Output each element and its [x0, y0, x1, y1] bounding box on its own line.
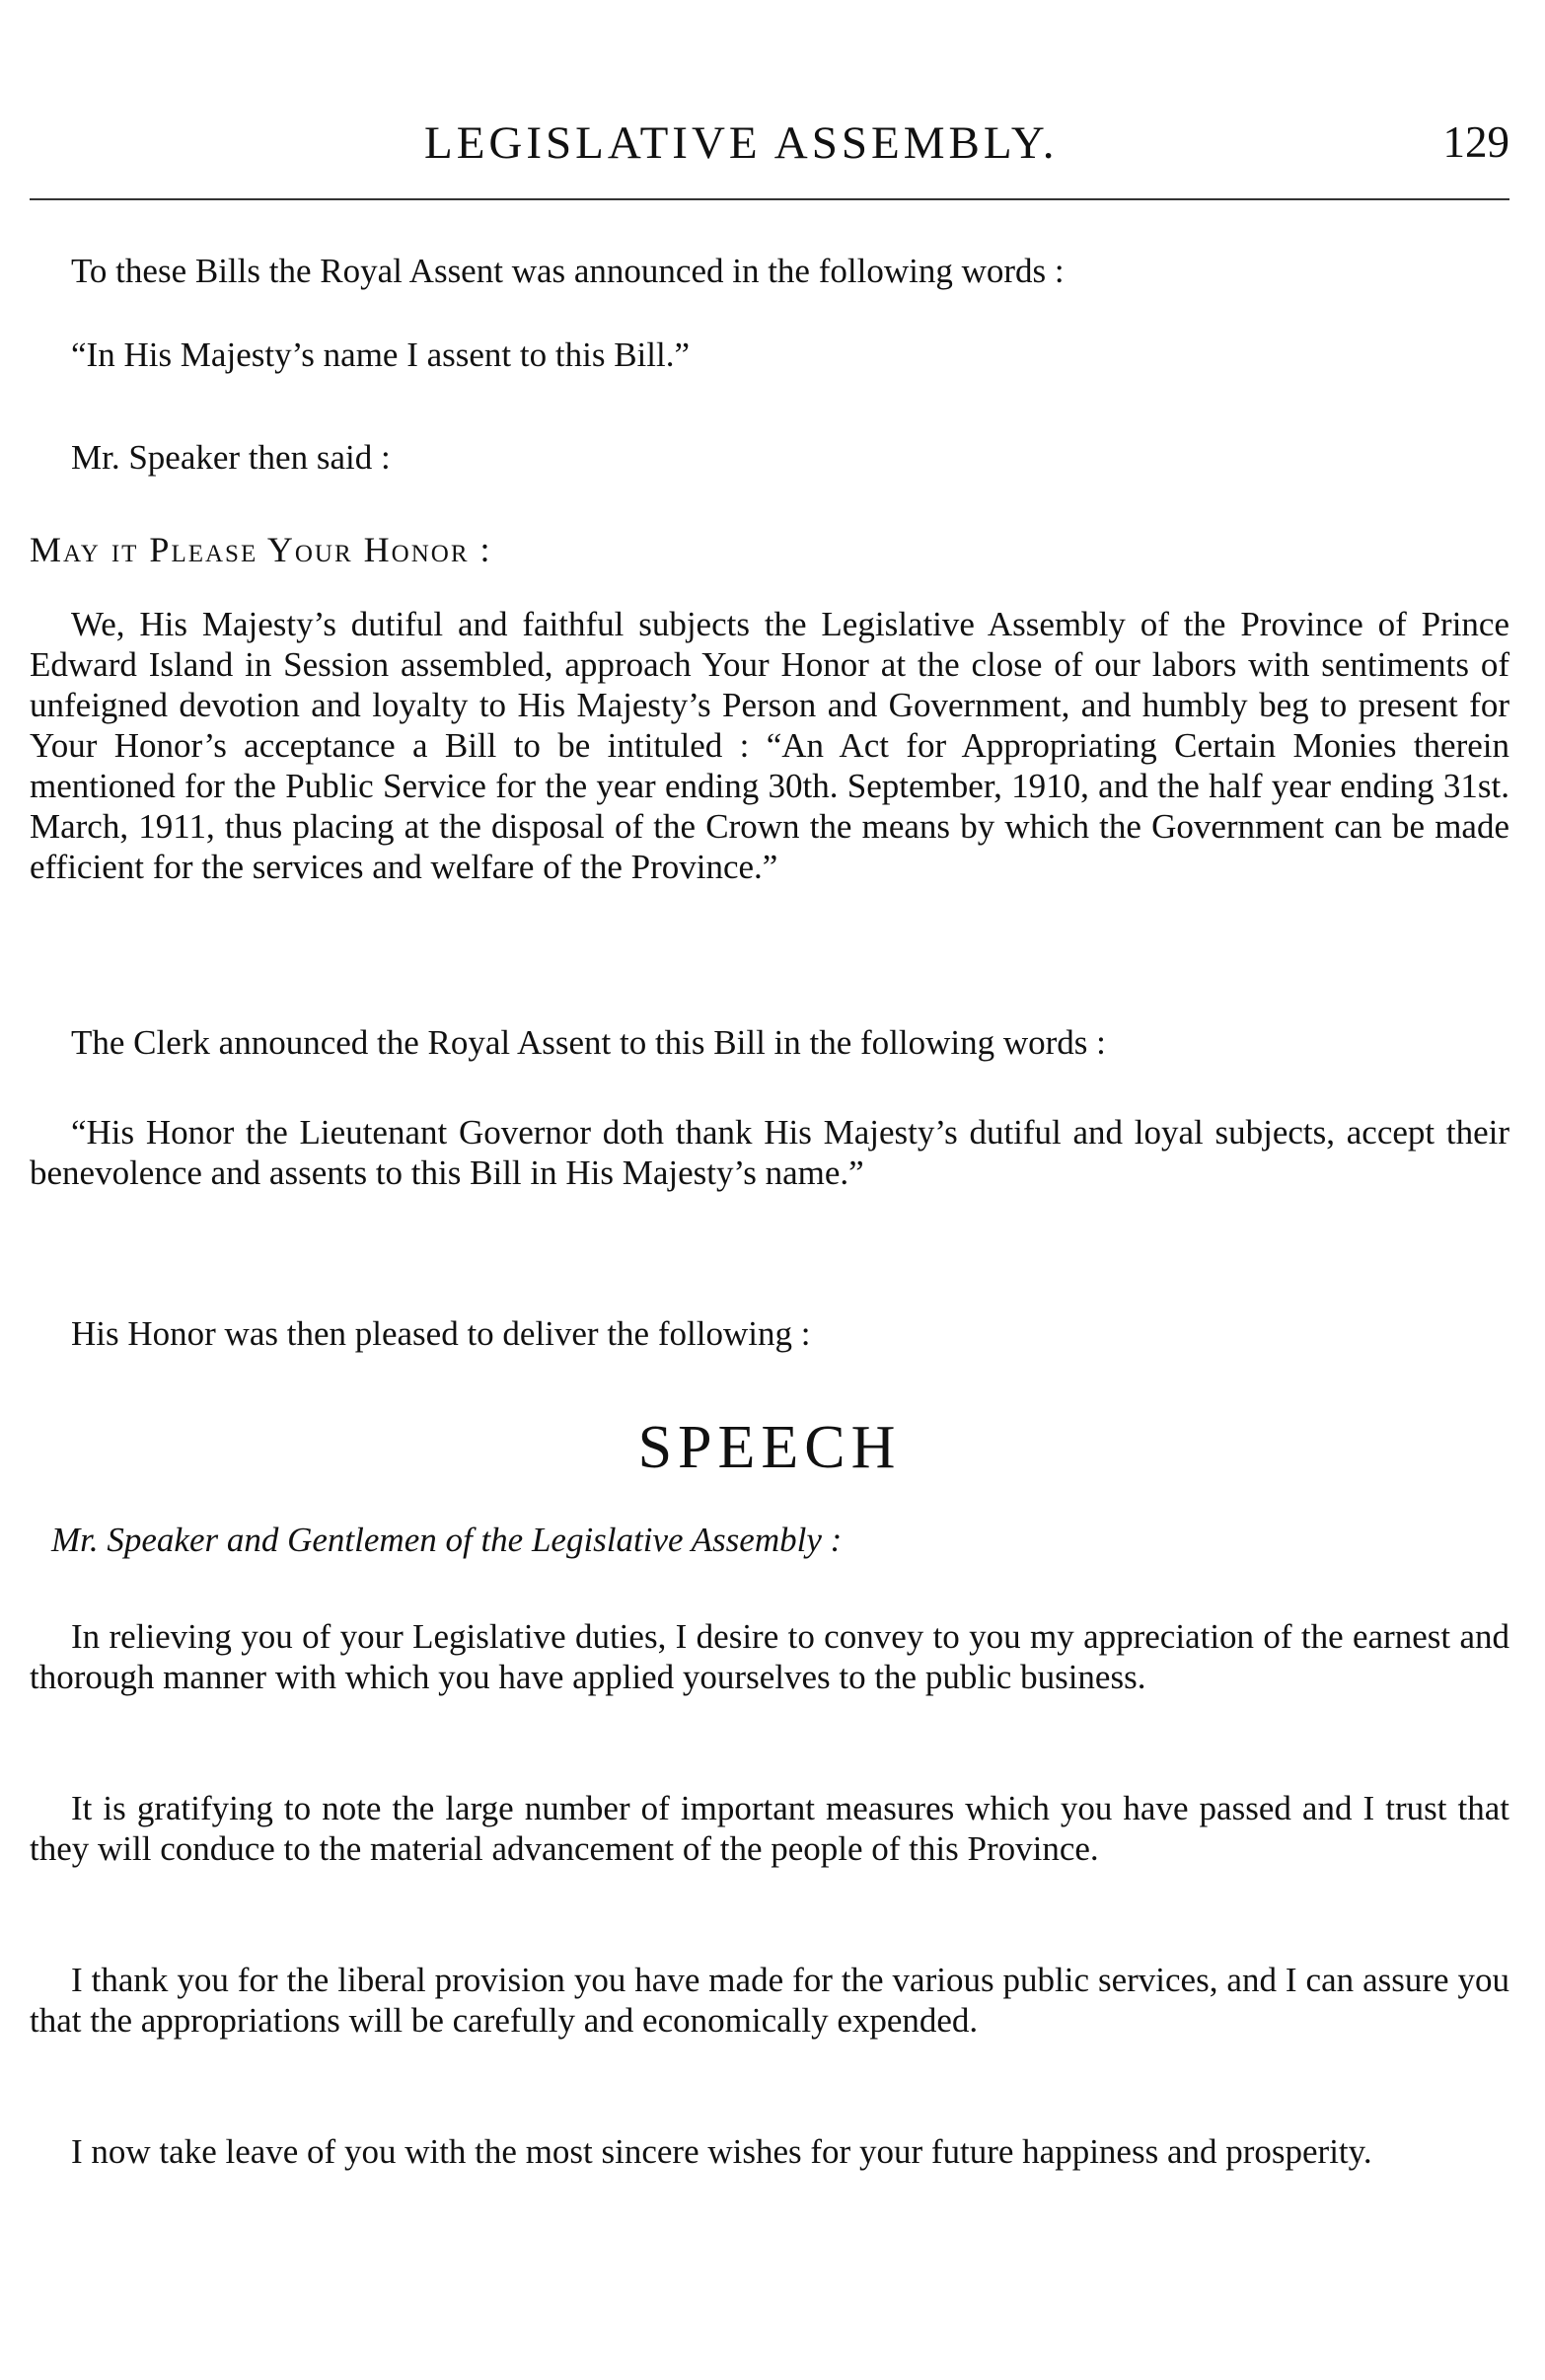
- governor-thanks-quote: “His Honor the Lieutenant Governor doth thank His Majesty’s dutiful and loyal subjects, accept their benevolence and assents to this Bill in His Majesty’s name.”: [30, 1113, 1509, 1192]
- speech-paragraph-4: I now take leave of you with the most sincere wishes for your future happiness and prosperity.: [71, 2132, 1372, 2171]
- royal-assent-intro: To these Bills the Royal Assent was announced in the following words :: [71, 252, 1065, 290]
- assent-quote: “In His Majesty’s name I assent to this Bill.”: [71, 335, 690, 374]
- running-head: [30, 116, 1509, 176]
- clerk-announcement: The Clerk announced the Royal Assent to this Bill in the following words :: [71, 1023, 1106, 1062]
- speaker-said: Mr. Speaker then said :: [71, 438, 391, 477]
- document-page: [30, 0, 1509, 2380]
- speech-paragraph-3: I thank you for the liberal provision you have made for the various public services, and I can assure you that the appropriations will be carefully and economically expended.: [30, 1961, 1509, 2040]
- assembly-address: We, His Majesty’s dutiful and faithful subjects the Legislative Assembly of the Province of Prince Edward Island in Session assembled, approach Your Honor at the close of our labors with sentiments of unfeigned devotion and loyalty to His Majesty’s Person and Government, and humbly beg to present for Your Honor’s acceptance a Bill to be intituled : “An Act for Appropriating Certain Monies therein mentioned for the Public Service for the year ending 30th. September, 1910, and the half year ending 31st. March, 1911, thus placing at the disposal of the Crown the means by which the Government can be made efficient for the services and welfare of the Province.”: [30, 605, 1509, 886]
- honor-delivery-intro: His Honor was then pleased to deliver the following :: [71, 1314, 811, 1353]
- page-number: 129: [1442, 117, 1509, 167]
- speech-heading: SPEECH: [637, 1414, 902, 1481]
- header-rule: [30, 198, 1509, 200]
- salutation: May it Please Your Honor :: [30, 530, 492, 569]
- speech-paragraph-1: In relieving you of your Legislative duties, I desire to convey to you my appreciation of the earnest and thorough manner with which you have applied yourselves to the public business.: [30, 1617, 1509, 1696]
- speech-address: Mr. Speaker and Gentlemen of the Legislative Assembly :: [51, 1521, 843, 1559]
- speech-paragraph-2: It is gratifying to note the large number of important measures which you have passed and I trust that they will conduce to the material advancement of the people of this Province.: [30, 1789, 1509, 1868]
- running-title: LEGISLATIVE ASSEMBLY.: [424, 117, 1059, 169]
